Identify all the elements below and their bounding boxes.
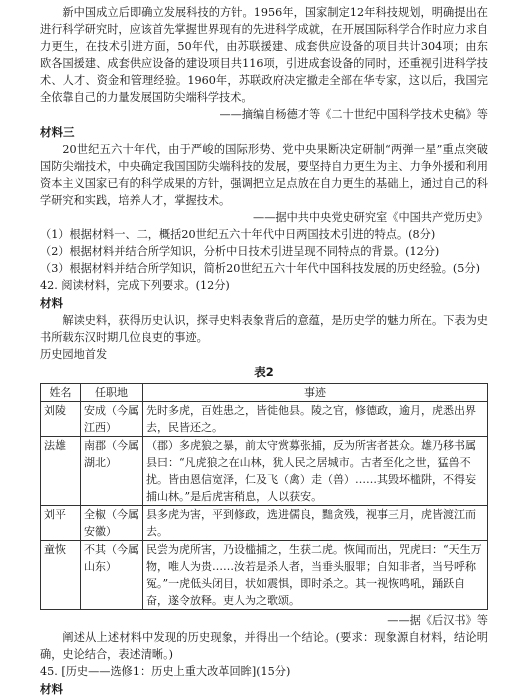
header-name: 姓名: [41, 384, 81, 402]
table-source: ——据《后汉书》等: [387, 614, 488, 627]
question-3: （3）根据材料并结合所学知识，简析20世纪五六十年代中国科技发展的历史经验。(5分): [40, 262, 480, 275]
table-header-row: [41, 384, 488, 402]
table-row: [41, 506, 488, 541]
material2-source: ——摘编自杨德才等《二十世纪中国科学技术史稿》等: [219, 108, 488, 121]
cell-deed: 县多虎为害，平到修政，选进儒良，黜贪残，视事三月，虎皆渡江而去。: [143, 506, 488, 541]
task-paragraph: 阐述从上述材料中发现的历史现象，并得出一个结论。(要求：现象源自材料，结论明确，史论结合，表述清晰。): [40, 631, 488, 661]
cell-deed: （郡）多虎狼之暴，前太守赏募张捕，反为所害者甚众。雄乃移书属县曰：“凡虎狼之在山林，犹人民之居城市。古者至化之世，猛兽不扰。皆由恩信宽泽，仁及飞（禽）走（兽）……其毁坏槛阱，不得妄捕山林。”是后虎害稍息，人以获安。: [143, 437, 488, 506]
table-title: 表2: [254, 365, 274, 379]
cell-name: 刘陵: [41, 402, 81, 437]
cell-deed: 先时多虎，百姓患之，皆徙他县。陵之官，修德政，逾月，虎悉出界去，民皆还之。: [143, 402, 488, 437]
cell-place: 安成（今属江西）: [81, 402, 143, 437]
exam-page: [40, 4, 488, 698]
officials-table: [40, 383, 488, 610]
cell-place: 南郡（今属湖北）: [81, 437, 143, 506]
table-row: [41, 541, 488, 610]
question-45: 45. [历史——选修1：历史上重大改革回眸](15分): [40, 665, 291, 678]
material3-paragraph: 20世纪五六十年代，由于严峻的国际形势、党中央果断决定研制“两弹一星”重点突破国防尖端技术，中央确定我国国防尖端科技的发展，要坚持自力更生为主、力争外援和利用资本主义国家已有的科学成果的方针，强调把立足点放在自力更生的基础上，通过自己的科学研究和实践，培养人才，掌握技术。: [40, 143, 488, 207]
material-heading: 材料: [40, 296, 63, 310]
question-1: （1）根据材料一、二，概括20世纪五六十年代中日两国技术引进的特点。(8分): [40, 228, 436, 241]
header-deed: 事迹: [143, 384, 488, 402]
cell-name: 童恢: [41, 541, 81, 610]
park-title: 历史园地首发: [40, 348, 108, 361]
intro-paragraph: 解读史料，获得历史认识，探寻史料表象背后的意蕴，是历史学的魅力所在。下表为史书所载东汉时期几位良吏的事迹。: [40, 314, 488, 344]
cell-name: 刘平: [41, 506, 81, 541]
question-42: 42. 阅读材料，完成下列要求。(12分): [40, 279, 230, 292]
cell-deed: 民尝为虎所害，乃设槛捕之，生获二虎。恢闻而出，咒虎曰：“天生万物，唯人为贵……汝若是杀人者，当垂头服罪；自知非者，当号呼称冤。”一虎低头闭目，状如震惧，即时杀之。其一视恢鸣吼，踊跃自奋，遂令放释。吏人为之歌颂。: [143, 541, 488, 610]
cell-place: 全椒（今属安徽）: [81, 506, 143, 541]
table-row: [41, 437, 488, 506]
cell-place: 不其（今属山东）: [81, 541, 143, 610]
material3-source: ——据中共中央党史研究室《中国共产党历史》: [253, 211, 488, 224]
cell-name: 法雄: [41, 437, 81, 506]
table-row: [41, 402, 488, 437]
material-bottom-heading: 材料: [40, 682, 63, 696]
header-place: 任职地: [81, 384, 143, 402]
material3-heading: 材料三: [40, 125, 75, 139]
question-2: （2）根据材料并结合所学知识，分析中日技术引进呈现不同特点的背景。(12分): [40, 245, 440, 258]
material2-paragraph: 新中国成立后即确立发展科技的方针。1956年，国家制定12年科技规划，明确提出在进行科学研究时，应该首先掌握世界现有的先进科学成就，在开展国际科学合作时应力求自力更生，在技术引进方面，50年代，由苏联援建、成套供应设备的项目共计304项；由东欧各国援建、成套供应设备的建设项目共116项，引进成套设备的同时，还重视引进科学技术、人才、资金和管理经验。1960年，苏联政府决定撤走全部在华专家，这以后，我国完全依靠自己的力量发展国防尖端科学技术。: [40, 6, 488, 104]
